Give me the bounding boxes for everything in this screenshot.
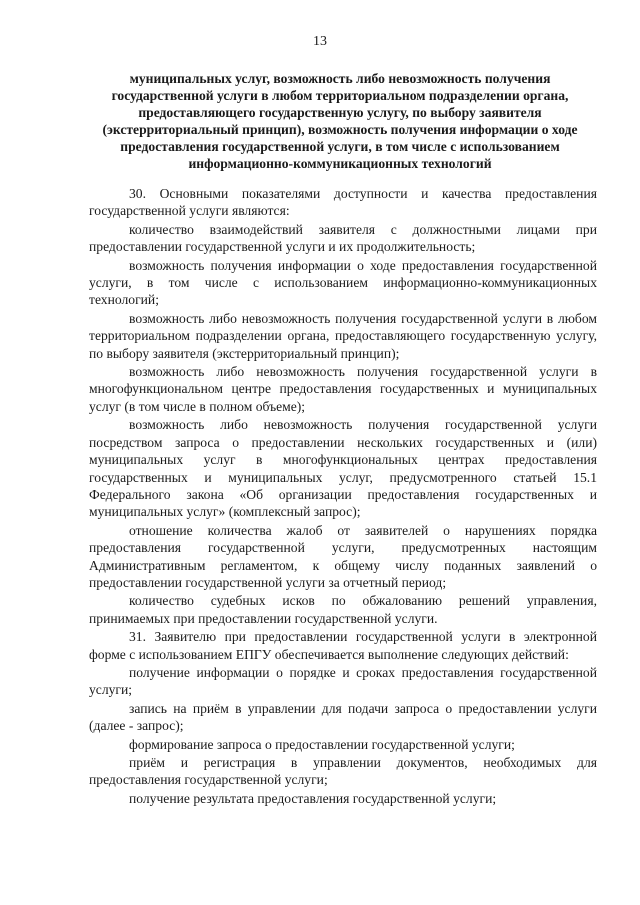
page-number: 13: [313, 34, 327, 49]
paragraph: возможность либо невозможность получения государственной услуги в любом территориальном подразделении органа, предоставляющего государственную услугу, по выбору заявителя (экстерриториальный принцип);: [89, 310, 597, 361]
paragraph: приём и регистрация в управлении документов, необходимых для предоставления государственной услуги;: [89, 755, 597, 788]
paragraph: отношение количества жалоб от заявителей о нарушениях порядка предоставления государственной услуги, предусмотренных настоящим Административным регламентом, к общему числу поданных заявлений о предоставлении государственной услуги за отчетный период;: [89, 522, 597, 590]
paragraph: возможность получения информации о ходе предоставления государственной услуги, в том числе с использованием информационно-коммуникационных технологий;: [89, 257, 597, 308]
paragraph: возможность либо невозможность получения государственной услуги посредством запроса о предоставлении нескольких государственных и (или) муниципальных услуг в многофункциональных центрах предоставления государственных и муниципальных услуг, предусмотренного статьей 15.1 Федерального закона «Об организации предоставления государственных и муниципальных услуг» (комплексный запрос);: [89, 417, 597, 520]
document-body: [89, 185, 597, 807]
paragraph: 30. Основными показателями доступности и качества предоставления государственной услуги являются:: [89, 186, 597, 219]
paragraph: формирование запроса о предоставлении государственной услуги;: [129, 736, 515, 752]
paragraph: получение результата предоставления государственной услуги;: [129, 790, 497, 806]
paragraph: количество взаимодействий заявителя с должностными лицами при предоставлении государственной услуги и их продолжительность;: [89, 221, 597, 255]
paragraph: 31. Заявителю при предоставлении государственной услуги в электронной форме с использованием ЕПГУ обеспечивается выполнение следующих действий:: [89, 629, 597, 662]
paragraph: получение информации о порядке и сроках предоставления государственной услуги;: [89, 664, 597, 698]
paragraph: количество судебных исков по обжалованию решений управления, принимаемых при предоставлении государственной услуги.: [89, 593, 597, 626]
paragraph: возможность либо невозможность получения государственной услуги в многофункциональном центре предоставления государственных и муниципальных услуг (в том числе в полном объеме);: [89, 364, 597, 414]
section-heading: муниципальных услуг, возможность либо невозможность получения государственной услуги в любом территориальном подразделении органа, предоставляющего государственную услугу, по выбору заявителя (экстерриториальный принцип), возможность получения информации о ходе предоставления государственной услуги, в том числе с использованием информационно-коммуникационных технологий: [102, 71, 578, 171]
paragraph: запись на приём в управлении для подачи запроса о предоставлении услуги (далее - запрос);: [89, 700, 597, 734]
